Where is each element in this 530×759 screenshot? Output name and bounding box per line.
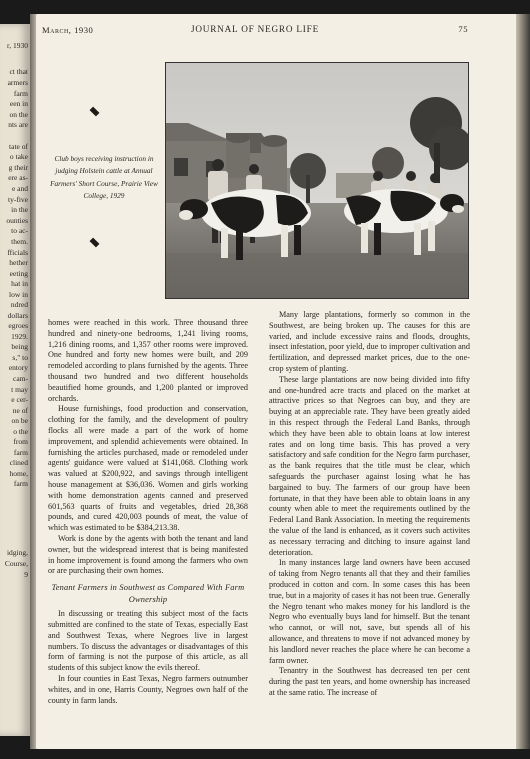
facing-page-line: clined [9,458,28,467]
facing-page-line: ty-five [8,195,28,204]
facing-page-line: cam- [13,374,28,383]
article-column-left [48,318,248,706]
facing-page-line: in the [11,205,28,214]
facing-page-line: ndred [10,300,28,309]
facing-page-line: farm [13,479,28,488]
facing-page-line: t may [11,385,28,394]
facing-page-line: o the [13,427,28,436]
facing-page-line: entory [8,363,28,372]
facing-page-line: 1929. [11,332,28,341]
facing-page-line: r, 1930 [7,41,28,50]
facing-page-line: armers [7,78,28,87]
paragraph-plantations: Many large plantations, formerly so common in the Southwest, are being broken up. The causes for this are varied, and include excessive rains and floods, droughts, insect infestation, poor yield, due to improper cultivation and fertilization, and depressed market prices, due to the one-crop system of planting. [269,310,470,373]
facing-page-line: low in [9,290,28,299]
facing-page-line: ct that [9,67,28,76]
facing-page-line: eeting [9,269,28,278]
facing-page-line: to ac- [11,226,28,235]
page-number: 75 [458,24,468,34]
facing-page-line: being [11,342,28,351]
facing-page-line: dollars [7,311,28,320]
facing-page-line: farm [13,89,28,98]
facing-page-line: g their [8,163,28,172]
facing-page-line: e cer- [11,395,28,404]
facing-page-line: ere as- [8,173,28,182]
facing-page-line: ounties [6,216,28,225]
paragraph-texas-subject: In discussing or treating this subject most of the facts submitted are confined to the state of Texas, especially East and Southwest Texas, where Negroes live in largest numbers. To discuss the advantages or disadvantages of this form of farming is not the purpose of this article, as all students of this subject know the evils thereof. [48,609,248,673]
paragraph-tenantry-decrease: Tenantry in the Southwest has decreased ten per cent during the past ten years, and home ownership has increased at the same ratio. The increase of [269,666,470,697]
paragraph-home-improvements: homes were reached in this work. Three thousand three hundred and ninety-one bedrooms, 1,241 living rooms, 1,216 dining rooms, and 1,357 other rooms were improved. One hundred and forty new homes were built, and 209 remodeled according to plans furnished by the agents. Three thousand two hundred and two different households beautified home grounds, and 1,200 planted or improved orchards. [48,318,248,403]
facing-page-line: e and [11,184,28,193]
facing-page-line: farm [13,448,28,457]
holstein-cattle-photo [165,62,469,299]
facing-page-line: on the [9,110,28,119]
page-stack-edge [516,14,530,749]
facing-page-line: home, [9,469,28,478]
photo-caption: Club boys receiving instruction in judging Holstein cattle at Annual Farmers' Short Course, Prairie View College, 1929 [50,154,158,200]
paragraph-east-texas-counties: In four counties in East Texas, Negro farmers outnumber whites, and in one, Harris County, Negroes own half of the county in farm lands. [48,673,248,705]
header-date: March, 1930 [42,25,94,35]
facing-page-line: ne of [12,406,28,415]
facing-page-line: o take [9,152,28,161]
paragraph-tenant-accusations: In many instances large land owners have been accused of taking from Negro tenants all that they and their families produced in cotton and corn. In some cases this has been true, but in a majority of cases it has not been true. Generally the Negro tenant who makes money for his landlord is the Negro who eventually buys land for himself. But the tenant who cannot, or will not, save, but spends all of his allowance, and threatens to move if not advanced money by his landlord never reaches the place where he can become a farm owner. [269,558,470,665]
facing-page-line: fficials [7,248,28,257]
facing-page-line: egroes [8,321,28,330]
facing-page-line: nts are [8,120,28,129]
facing-page-line: een in [9,99,28,108]
article-column-right [269,310,470,699]
facing-page-line: hat in [11,279,28,288]
section-subheading: Tenant Farmers in Southwest as Compared With Farm Ownership [51,583,245,604]
facing-page-line: from [13,437,28,446]
paragraph-tenant-owner-work: Work is done by the agents with both the tenant and land owner, but the widespread interest that is being manifested in home improvement is found among the farmers who own or are purchasing their own homes. [48,533,248,576]
facing-page-line: hether [9,258,28,267]
paragraph-house-furnishings: House furnishings, food production and conservation, clothing for the family, and the development of poultry flocks all were made a part of the work of home improvement, and splendid achievements were obtained. In furnishing the articles purchased, made or remodeled under agents' guidance were valued at $141,068. Clothing work was valued at $200,922, and savings through intelligent house management at $36,036. Women and girls working with home demonstration agents canned and preserved 601,563 quarts of fruits and vegetables, dried 28,368 pounds, and cured 420,003 pounds of meat, the value of which was estimated to be $384,213.38. [48,404,248,533]
facing-page-line: them. [11,237,28,246]
journal-title: JOURNAL OF NEGRO LIFE [191,24,319,34]
facing-page-line: tate of [9,142,28,151]
photo-illustration [166,63,468,298]
facing-page-line: Course, [4,559,28,568]
facing-page-line: s," to [12,353,28,362]
facing-page-line: 9 [24,570,28,579]
paragraph-land-banks: These large plantations are now being divided into fifty and one-hundred acre tracts and placed on the market at attractive prices so that Negroes can buy, and they are buying at an appreciable rate. They have been greatly aided in this respect through the Federal Land Banks, through which they have been able to obtain loans at low interest rates and on long time basis. This has proved a very satisfactory and safe condition for the Negro farm purchaser, as the bank requires that the title must be clear, which safeguards the purchaser against losing what he has bargained to buy. The farmers of our group have been fortunate, in that they have been able to obtain loans in any county when able to meet the requirements outlined by the Federal Land Bank Association. In meeting the requirements the value of the land is enhanced, as it covers such activites as necessary terracing and ditching to insure against land deterioration. [269,374,470,557]
facing-page-edge [0,24,30,736]
facing-page-line: idging, [6,548,28,557]
facing-page-line: on be [11,416,28,425]
